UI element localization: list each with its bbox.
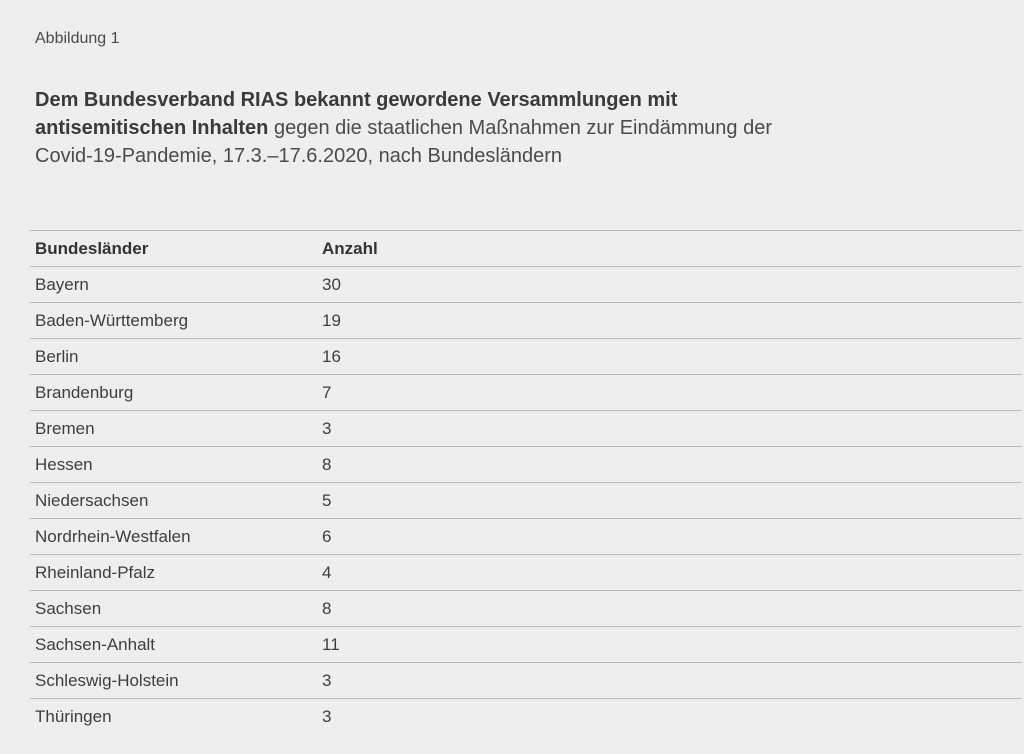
cell-state: Hessen xyxy=(30,447,317,483)
chart-title-bold: Dem Bundesverband RIAS bekannt gewordene Versammlungen mit antisemitischen Inhalten xyxy=(35,89,678,139)
table-row xyxy=(30,483,1022,519)
cell-count: 8 xyxy=(317,591,1022,627)
cell-count: 4 xyxy=(317,555,1022,591)
cell-count: 3 xyxy=(317,663,1022,699)
column-header-state: Bundesländer xyxy=(30,231,317,267)
cell-count: 8 xyxy=(317,447,1022,483)
cell-state: Thüringen xyxy=(30,699,317,735)
chart-title-regular: gegen die staatlichen Maßnahmen zur Eindämmung der Covid-19-Pandemie, 17.3.–17.6.2020, nach Bundesländern xyxy=(35,117,773,167)
cell-count: 6 xyxy=(317,519,1022,555)
cell-state: Bremen xyxy=(30,411,317,447)
cell-state: Niedersachsen xyxy=(30,483,317,519)
table-body xyxy=(30,267,1022,735)
table-row xyxy=(30,375,1022,411)
column-header-count: Anzahl xyxy=(317,231,1022,267)
cell-count: 19 xyxy=(317,303,1022,339)
cell-count: 3 xyxy=(317,699,1022,735)
table-row xyxy=(30,339,1022,375)
cell-state: Berlin xyxy=(30,339,317,375)
table-row xyxy=(30,519,1022,555)
table-row xyxy=(30,411,1022,447)
cell-state: Baden-Württemberg xyxy=(30,303,317,339)
figure-label: Abbildung 1 xyxy=(35,30,120,47)
table-row xyxy=(30,267,1022,303)
cell-state: Bayern xyxy=(30,267,317,303)
cell-state: Nordrhein-Westfalen xyxy=(30,519,317,555)
cell-count: 16 xyxy=(317,339,1022,375)
cell-state: Sachsen xyxy=(30,591,317,627)
table-row xyxy=(30,663,1022,699)
cell-state: Schleswig-Holstein xyxy=(30,663,317,699)
cell-count: 5 xyxy=(317,483,1022,519)
table-row xyxy=(30,555,1022,591)
table-row xyxy=(30,699,1022,735)
table-row xyxy=(30,591,1022,627)
table-row xyxy=(30,447,1022,483)
data-table-container xyxy=(30,230,1022,734)
cell-count: 7 xyxy=(317,375,1022,411)
table-row xyxy=(30,303,1022,339)
table-row xyxy=(30,627,1022,663)
cell-count: 11 xyxy=(317,627,1022,663)
cell-count: 3 xyxy=(317,411,1022,447)
table-header-row xyxy=(30,231,1022,267)
cell-state: Sachsen-Anhalt xyxy=(30,627,317,663)
chart-title xyxy=(35,86,815,170)
cell-state: Rheinland-Pfalz xyxy=(30,555,317,591)
cell-count: 30 xyxy=(317,267,1022,303)
data-table xyxy=(30,230,1022,734)
cell-state: Brandenburg xyxy=(30,375,317,411)
